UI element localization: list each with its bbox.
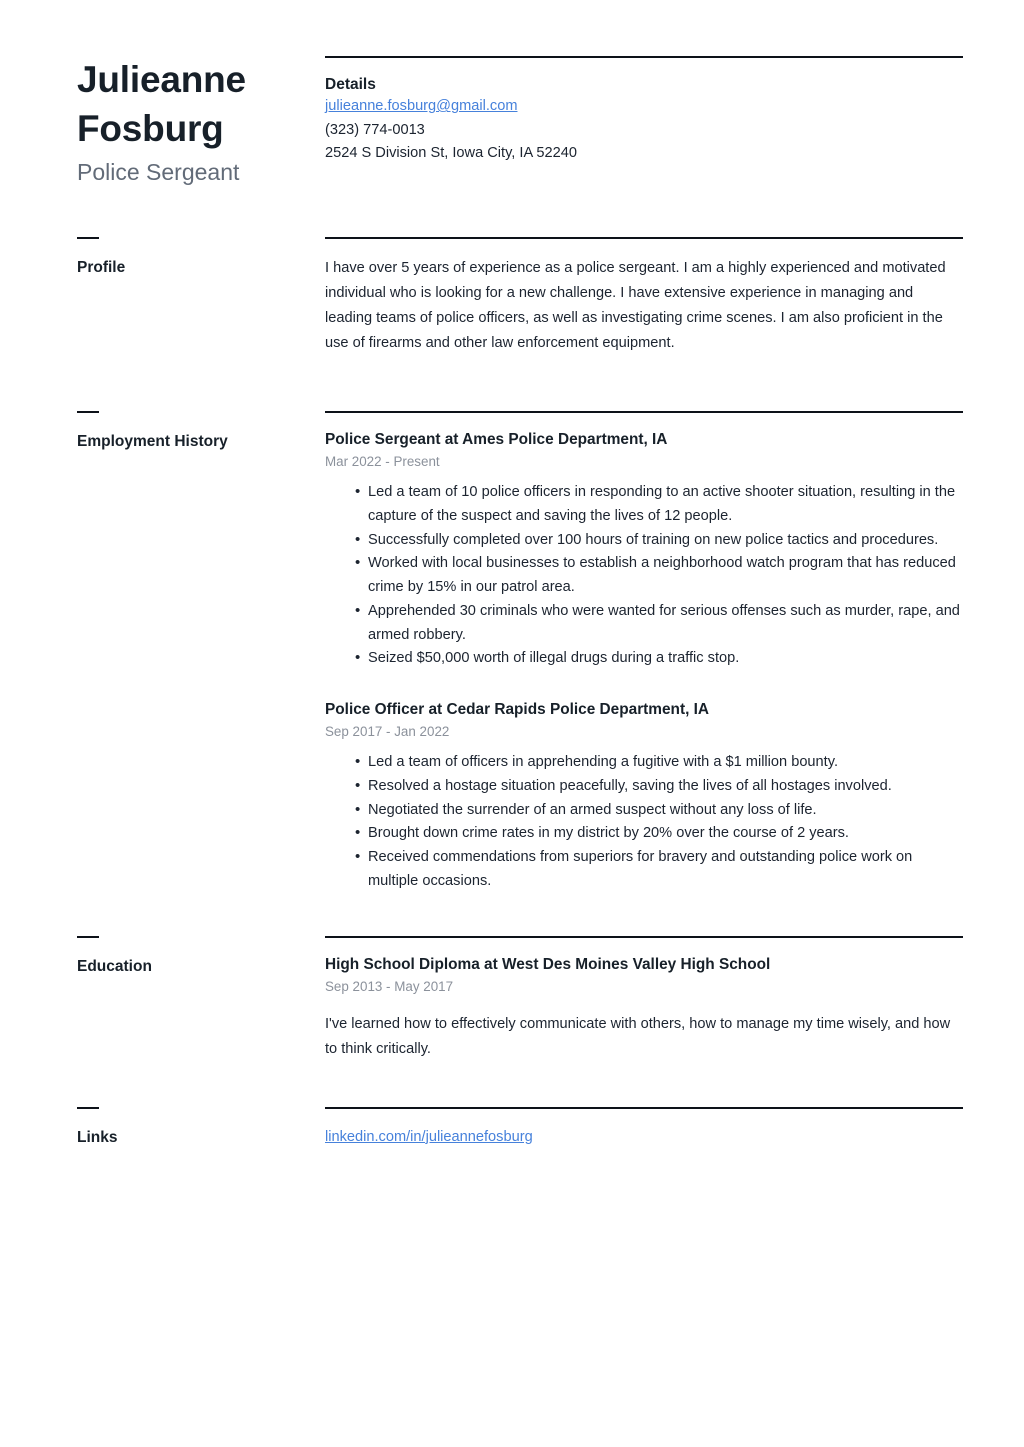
list-item: • Resolved a hostage situation peacefully, saving the lives of all hostages involved. [357,775,963,799]
section-rule-education [325,936,963,938]
linkedin-link[interactable]: linkedin.com/in/julieannefosburg [325,1128,533,1145]
entry-description: I've learned how to effectively communicate with others, how to manage my time wisely, and how to think critically. [325,1015,951,1057]
employment-entry [325,430,963,671]
email-link[interactable]: julieanne.fosburg@gmail.com [325,98,518,115]
entry-date: Sep 2013 - May 2017 [325,978,454,994]
employment-entry [325,700,963,894]
address-text: 2524 S Division St, Iowa City, IA 52240 [325,145,578,162]
list-item: • Led a team of 10 police officers in responding to an active shooter situation, resulting in the capture of the suspect and saving the lives of 12 people. [357,481,963,529]
list-item: • Received commendations from superiors for bravery and outstanding police work on multiple occasions. [357,846,963,894]
dash-marker-icon [77,411,99,413]
list-item: • Negotiated the surrender of an armed suspect without any loss of life. [357,799,963,823]
dash-marker-icon [77,936,99,938]
list-item: • Led a team of officers in apprehending a fugitive with a $1 million bounty. [357,751,963,775]
details-heading: Details [325,76,376,93]
list-item: • Successfully completed over 100 hours of training on new police tactics and procedures. [357,529,963,553]
education-label-block [0,936,325,976]
profile-label-block [0,237,325,277]
education-content [325,936,1024,1062]
list-item: • Apprehended 30 criminals who were wanted for serious offenses such as murder, rape, and armed robbery. [357,600,963,648]
education-entry [325,955,963,1062]
sidebar-label-employment: Employment History [77,433,228,451]
list-item: • Seized $50,000 worth of illegal drugs during a traffic stop. [357,647,963,671]
section-rule-employment [325,411,963,413]
links-content [325,1107,1024,1150]
employment-content [325,411,1024,894]
section-rule-links [325,1107,963,1109]
entry-date: Mar 2022 - Present [325,453,440,469]
profile-content [325,237,1024,356]
entry-bullet-list [325,481,963,671]
section-rule-profile [325,237,963,239]
profile-section [0,237,1024,356]
dash-marker-icon [77,237,99,239]
section-rule-details [325,56,963,58]
header-section [0,0,1024,188]
employment-section [0,411,1024,894]
sidebar-label-profile: Profile [77,258,126,276]
list-item: • Worked with local businesses to establish a neighborhood watch program that has reduced crime by 15% in our patrol area. [357,552,963,600]
job-title: Police Sergeant [77,158,240,185]
first-name: Julieanne [77,59,246,100]
sidebar-label-links: Links [77,1128,118,1146]
entry-bullet-list [325,751,963,894]
last-name: Fosburg [77,107,224,149]
details-block [325,56,1024,166]
education-section [0,936,1024,1062]
page-title [77,56,292,154]
entry-title: High School Diploma at West Des Moines Valley High School [325,955,771,973]
phone-text: (323) 774-0013 [325,121,425,138]
entry-date: Sep 2017 - Jan 2022 [325,724,450,740]
details-email-row [325,95,963,119]
profile-text: I have over 5 years of experience as a police sergeant. I am a highly experienced and motivated individual who is looking for a new challenge. I have extensive experience in managing and leading teams of police officers, as well as investigating crime scenes. I am also proficient in the use of firearms and other law enforcement equipment. [325,259,946,351]
entry-title: Police Sergeant at Ames Police Department, IA [325,431,668,449]
sidebar-label-education: Education [77,957,152,975]
dash-marker-icon [77,1107,99,1109]
employment-label-block [0,411,325,451]
list-item: • Brought down crime rates in my district by 20% over the course of 2 years. [357,822,963,846]
header-name-block [0,56,325,188]
links-label-block [0,1107,325,1147]
links-section [0,1107,1024,1150]
link-row [325,1126,963,1150]
entry-title: Police Officer at Cedar Rapids Police Department, IA [325,701,710,719]
